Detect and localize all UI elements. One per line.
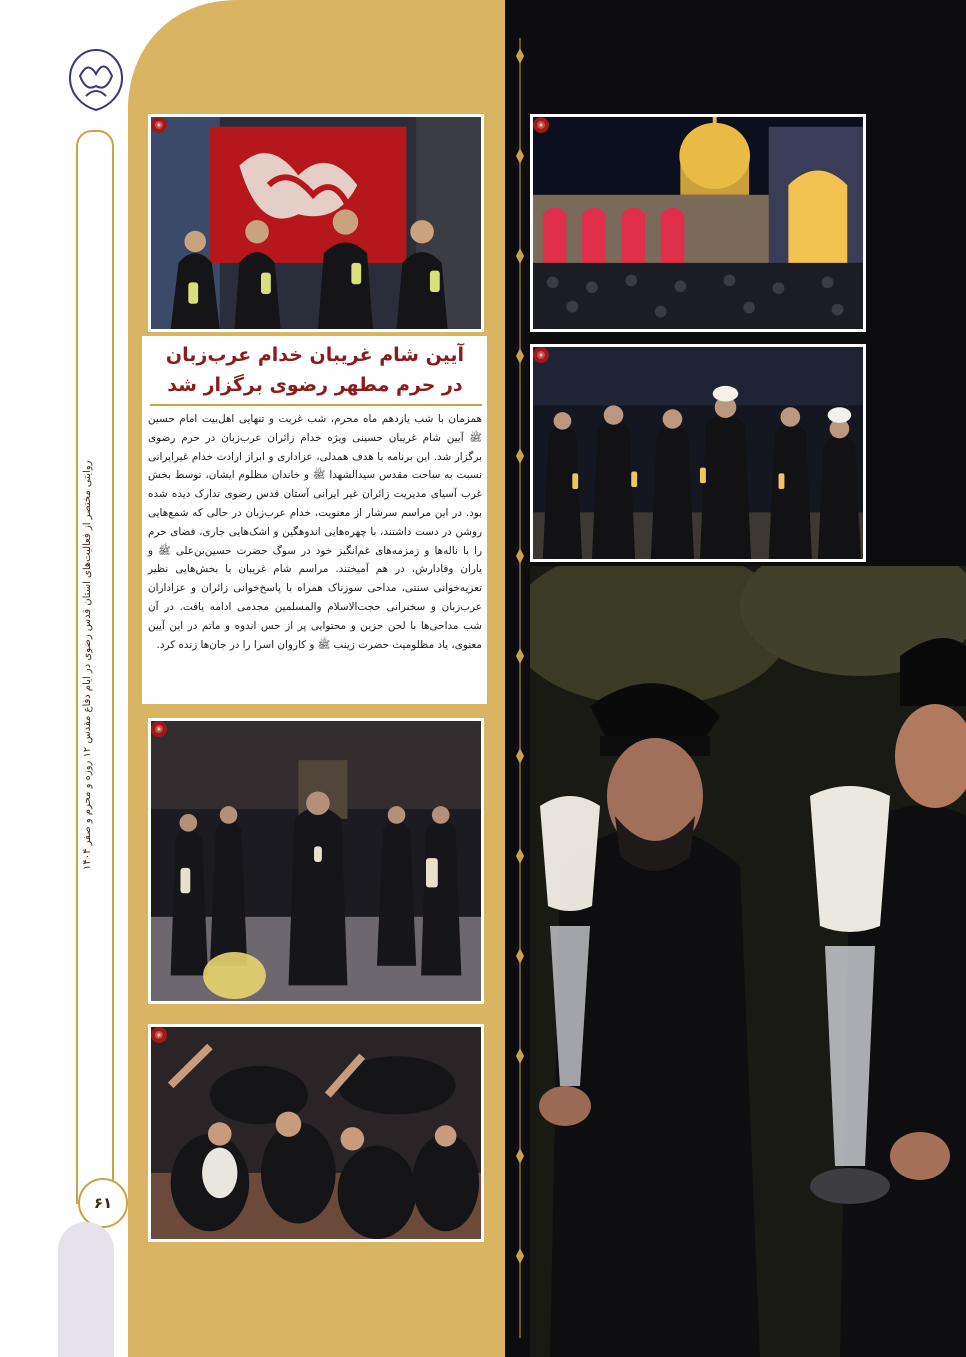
photo-mourners-seated [148,1024,484,1242]
article-headline [150,340,480,400]
page-number: ۶۱ [78,1178,128,1228]
rose-icon [150,116,168,134]
photo-night-procession [148,718,484,1004]
margin-caption: روایتی مختصر از فعالیت‌های آستان قدس رضوی در ایام دفاع مقدس ۱۲ روزه و محرم و صفر ۱۴۰۴ [82,460,93,870]
article-body: همزمان با شب یازدهم ماه محرم، شب غربت و تنهایی اهل‌بیت امام حسین ﷺ آیین شام غریبان حسینی ویژه خدام زائران عرب‌زبان در حرم رضوی برگزار شد. این برنامه با هدف همدلی، عزاداری و ابراز ارادت خدام غیرایرانی نسبت به ساحت مقدس سیدالشهدا ﷺ و خاندان مظلوم ایشان، توسط بخش غرب آسیای مدیریت زائران غیر ایرانی آستان قدس رضوی تدارک دیده شده بود. در این مراسم سرشار از معنویت، خدام عرب‌زبان در حالی که شمع‌هایی روشن در دست داشتند، با چهره‌هایی اندوهگین و اشک‌هایی جاری، فضای حرم را با ناله‌ها و زمزمه‌های غم‌انگیز خود در سوگ حضرت حسین‌بن‌علی ﷺ و یاران وفادارش، در هم آمیختند. مراسم شام غریبان با بخش‌هایی نظیر تعزیه‌خوانی سنتی، مداحی سوزناک همراه با پاسخ‌خوانی زائران و عزاداران عرب‌زبان و سخنرانی حجت‌الاسلام والمسلمین مجدمی ادامه یافت. در آن شب مداحی‌ها با لحن حزین و محتوایی پر از حس اندوه و ماتم در این آیین معنوی، یاد مظلومیت حضرت زینب ﷺ و کاروان اسرا را در جان‌ها زنده کرد. [148,413,482,651]
photo-candle-bearers-banner [148,114,484,332]
rose-icon [150,1026,168,1044]
photo-shrine-night [530,114,866,332]
headline-line-1: آیین شام غریبان خدام عرب‌زبان [165,344,465,366]
bottom-tab [58,1222,114,1357]
ornament-line [514,38,526,1338]
rose-icon [532,346,550,364]
magazine-logo [66,46,126,114]
rose-icon [532,116,550,134]
rose-icon [150,720,168,738]
gold-top-curve [128,0,505,110]
headline-line-2: در حرم مطهر رضوی برگزار شد [167,374,463,396]
photo-lamp-bearers [530,566,966,1357]
headline-divider [150,404,482,406]
photo-clerics-candles [530,344,866,562]
